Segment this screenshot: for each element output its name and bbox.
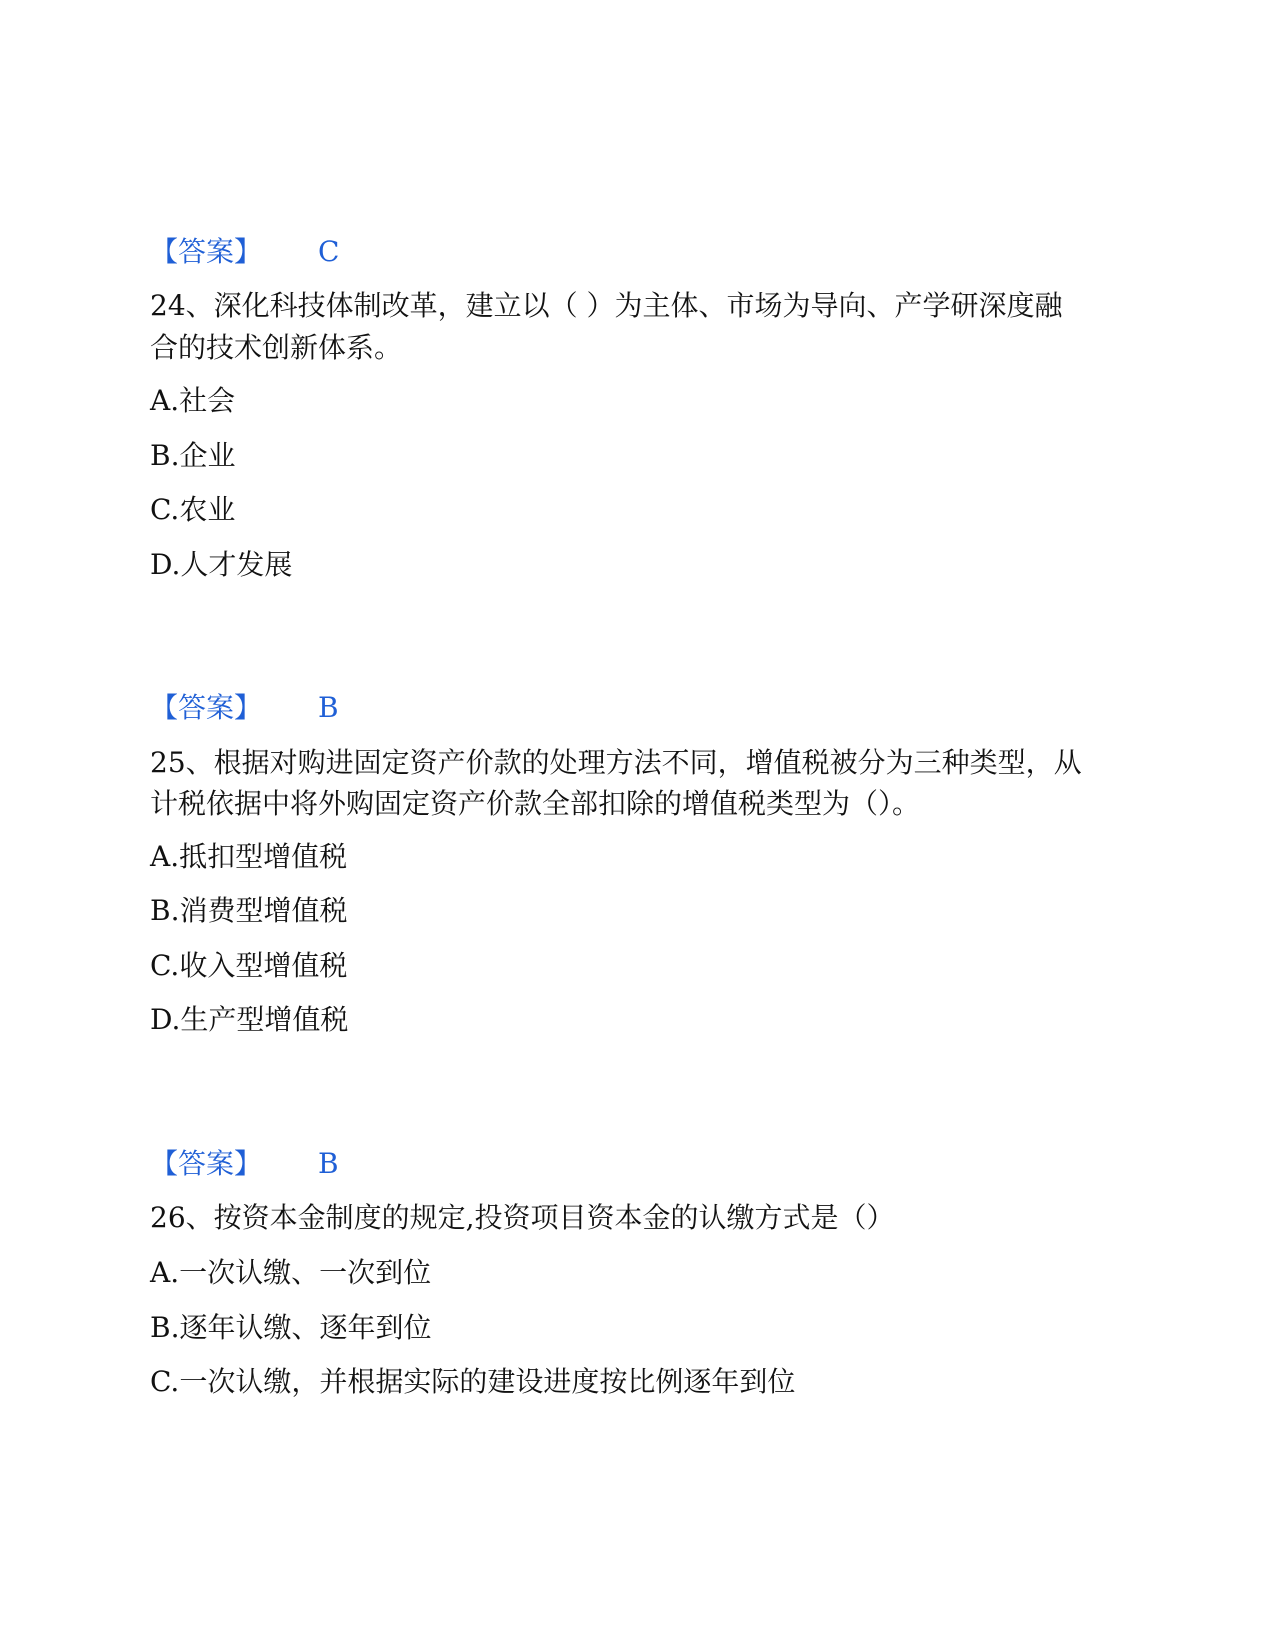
question-text: 计税依据中将外购固定资产价款全部扣除的增值税类型为（）。 xyxy=(150,787,921,820)
option-d: D.生产型增值税 xyxy=(150,1003,349,1036)
question-text: 合的技术创新体系。 xyxy=(150,331,403,364)
option-c: C.一次认缴，并根据实际的建设进度按比例逐年到位 xyxy=(150,1365,796,1398)
option-a: A.抵扣型增值税 xyxy=(150,840,348,873)
option-c: C.农业 xyxy=(150,493,236,526)
answer-label: 【答案】 xyxy=(150,235,263,268)
option-d: D.人才发展 xyxy=(150,548,293,581)
answer-line xyxy=(150,234,339,270)
option-b: B.企业 xyxy=(150,439,236,472)
answer-line xyxy=(150,1146,339,1182)
option-c: C.收入型增值税 xyxy=(150,949,348,982)
answer-label: 【答案】 xyxy=(150,691,263,724)
answer-line xyxy=(150,690,339,726)
question-text: 25、根据对购进固定资产价款的处理方法不同，增值税被分为三种类型，从 xyxy=(150,746,1082,779)
option-a: A.社会 xyxy=(150,384,236,417)
question-text: 26、按资本金制度的规定,投资项目资本金的认缴方式是（） xyxy=(150,1201,895,1234)
answer-label: 【答案】 xyxy=(150,1147,263,1180)
answer-value: B xyxy=(318,691,339,724)
option-a: A.一次认缴、一次到位 xyxy=(150,1256,432,1289)
option-b: B.消费型增值税 xyxy=(150,894,348,927)
option-b: B.逐年认缴、逐年到位 xyxy=(150,1311,432,1344)
answer-value: C xyxy=(318,235,340,268)
question-text: 24、深化科技体制改革，建立以（ ）为主体、市场为导向、产学研深度融 xyxy=(150,289,1063,322)
answer-value: B xyxy=(318,1147,339,1180)
